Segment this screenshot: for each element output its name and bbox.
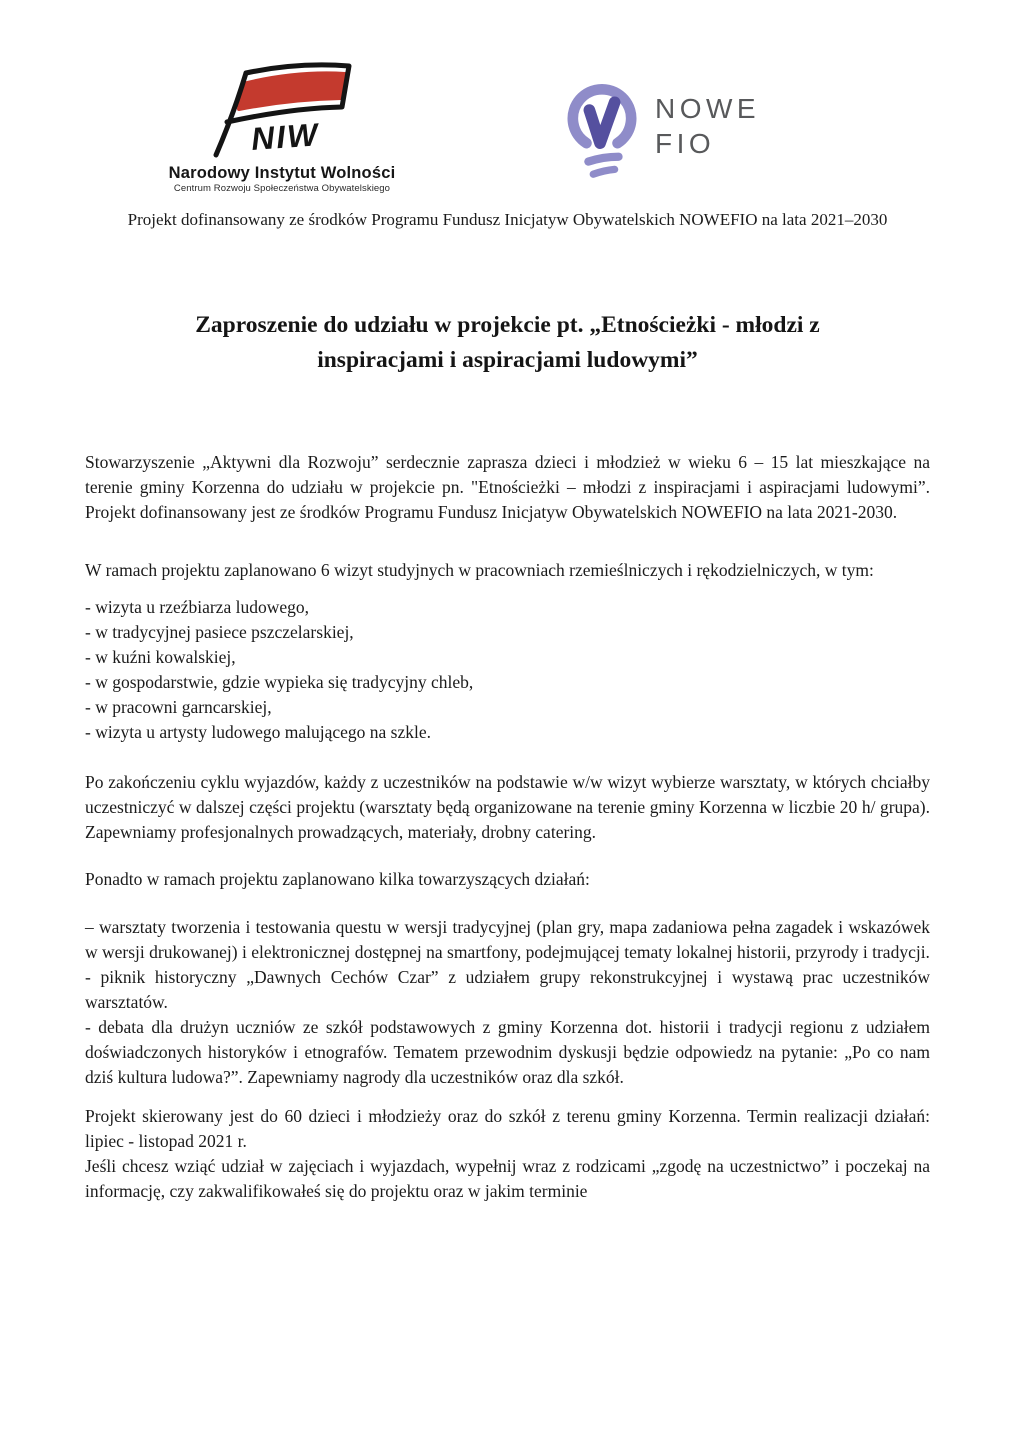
nowefio-wordmark-line1: NOWE (655, 93, 761, 124)
niw-institute-name: Narodowy Instytut Wolności (168, 164, 396, 182)
closing-paragraph-target: Projekt skierowany jest do 60 dzieci i młodzieży oraz do szkół z terenu gminy Korzenna. Termin realizacji działań: lipiec - listopad 2021 r. (85, 1106, 930, 1151)
visits-intro-paragraph: W ramach projektu zaplanowano 6 wizyt studyjnych w pracowniach rzemieślniczych i rękodzielniczych, w tym: (85, 560, 874, 580)
visit-item: - w gospodarstwie, gdzie wypieka się tradycyjny chleb, (85, 672, 474, 692)
lightbulb-icon (563, 78, 641, 182)
visit-item: - w pracowni garncarskiej, (85, 697, 272, 717)
intro-paragraph: Stowarzyszenie „Aktywni dla Rozwoju” serdecznie zaprasza dzieci i młodzież w wieku 6 – 15 lat mieszkające na terenie gminy Korzenna do udziału w projekcie pn. "Etnościeżki – młodzi z inspiracjami i aspiracjami ludowymi”. Projekt dofinansowany jest ze środków Programu Fundusz Inicjatyw Obywatelskich NOWEFIO na lata 2021-2030. (85, 452, 930, 522)
visit-item: - w tradycyjnej pasiece pszczelarskiej, (85, 622, 354, 642)
workshops-paragraph: Po zakończeniu cyklu wyjazdów, każdy z uczestników na podstawie w/w wizyt wybierze warsztaty, w których chciałby uczestniczyć w dalszej części projektu (warsztaty będą organizowane na terenie gminy Korzenna w liczbie 20 h/ grupa). Zapewniamy profesjonalnych prowadzących, materiały, drobny catering. (85, 772, 930, 842)
page-title-line1: Zaproszenie do udziału w projekcie pt. „Etnościeżki - młodzi z (195, 312, 820, 338)
activity-item: - debata dla drużyn uczniów ze szkół podstawowych z gminy Korzenna dot. historii i tradycji regionu z udziałem doświadczonych historyków i etnografów. Tematem przewodnim dyskusji będzie odpowiedz na pytanie: „Po co nam dziś kultura ludowa?”. Zapewniamy nagrody dla uczestników oraz dla szkół. (85, 1017, 930, 1087)
nowefio-logo (563, 78, 760, 182)
document-content (0, 208, 1024, 1204)
niw-acronym: NIW (249, 116, 321, 157)
funding-line: Projekt dofinansowany ze środków Programu Fundusz Inicjatyw Obywatelskich NOWEFIO na lata 2021–2030 (127, 210, 888, 229)
activities-intro-paragraph: Ponadto w ramach projektu zaplanowano kilka towarzyszących działań: (85, 869, 590, 889)
document-header (0, 0, 1024, 198)
activity-list (85, 915, 930, 1090)
visit-item: - wizyta u rzeźbiarza ludowego, (85, 597, 309, 617)
activity-item: - piknik historyczny „Dawnych Cechów Czar” z udziałem grupy rekonstrukcyjnej i wystawą prac uczestników warsztatów. (85, 967, 930, 1012)
niw-flag-icon (196, 58, 368, 160)
page-title-line2: inspiracjami i aspiracjami ludowymi” (317, 347, 698, 373)
page-title (113, 308, 903, 378)
closing-paragraph-signup: Jeśli chcesz wziąć udział w zajęciach i wyjazdach, wypełnij wraz z rodzicami „zgodę na uczestnictwo” i poczekaj na informację, czy zakwalifikowałeś się do projektu oraz w jakim terminie (85, 1156, 930, 1201)
niw-institute-subtitle: Centrum Rozwoju Społeczeństwa Obywatelskiego (173, 183, 391, 194)
niw-logo (168, 58, 396, 195)
visit-item: - w kuźni kowalskiej, (85, 647, 236, 667)
visit-item: - wizyta u artysty ludowego malującego na szkle. (85, 722, 432, 742)
closing-paragraph (85, 1104, 930, 1204)
visit-list (85, 595, 930, 745)
nowefio-wordmark-line2: FIO (655, 128, 716, 159)
nowefio-wordmark (655, 91, 760, 161)
activity-item: – warsztaty tworzenia i testowania questu w wersji tradycyjnej (plan gry, mapa zadaniowa pełna zagadek i wskazówek w wersji drukowanej) i elektronicznej dostępnej na smartfony, podejmującej tematy lokalnej historii, przyrody i tradycji. (85, 917, 930, 962)
